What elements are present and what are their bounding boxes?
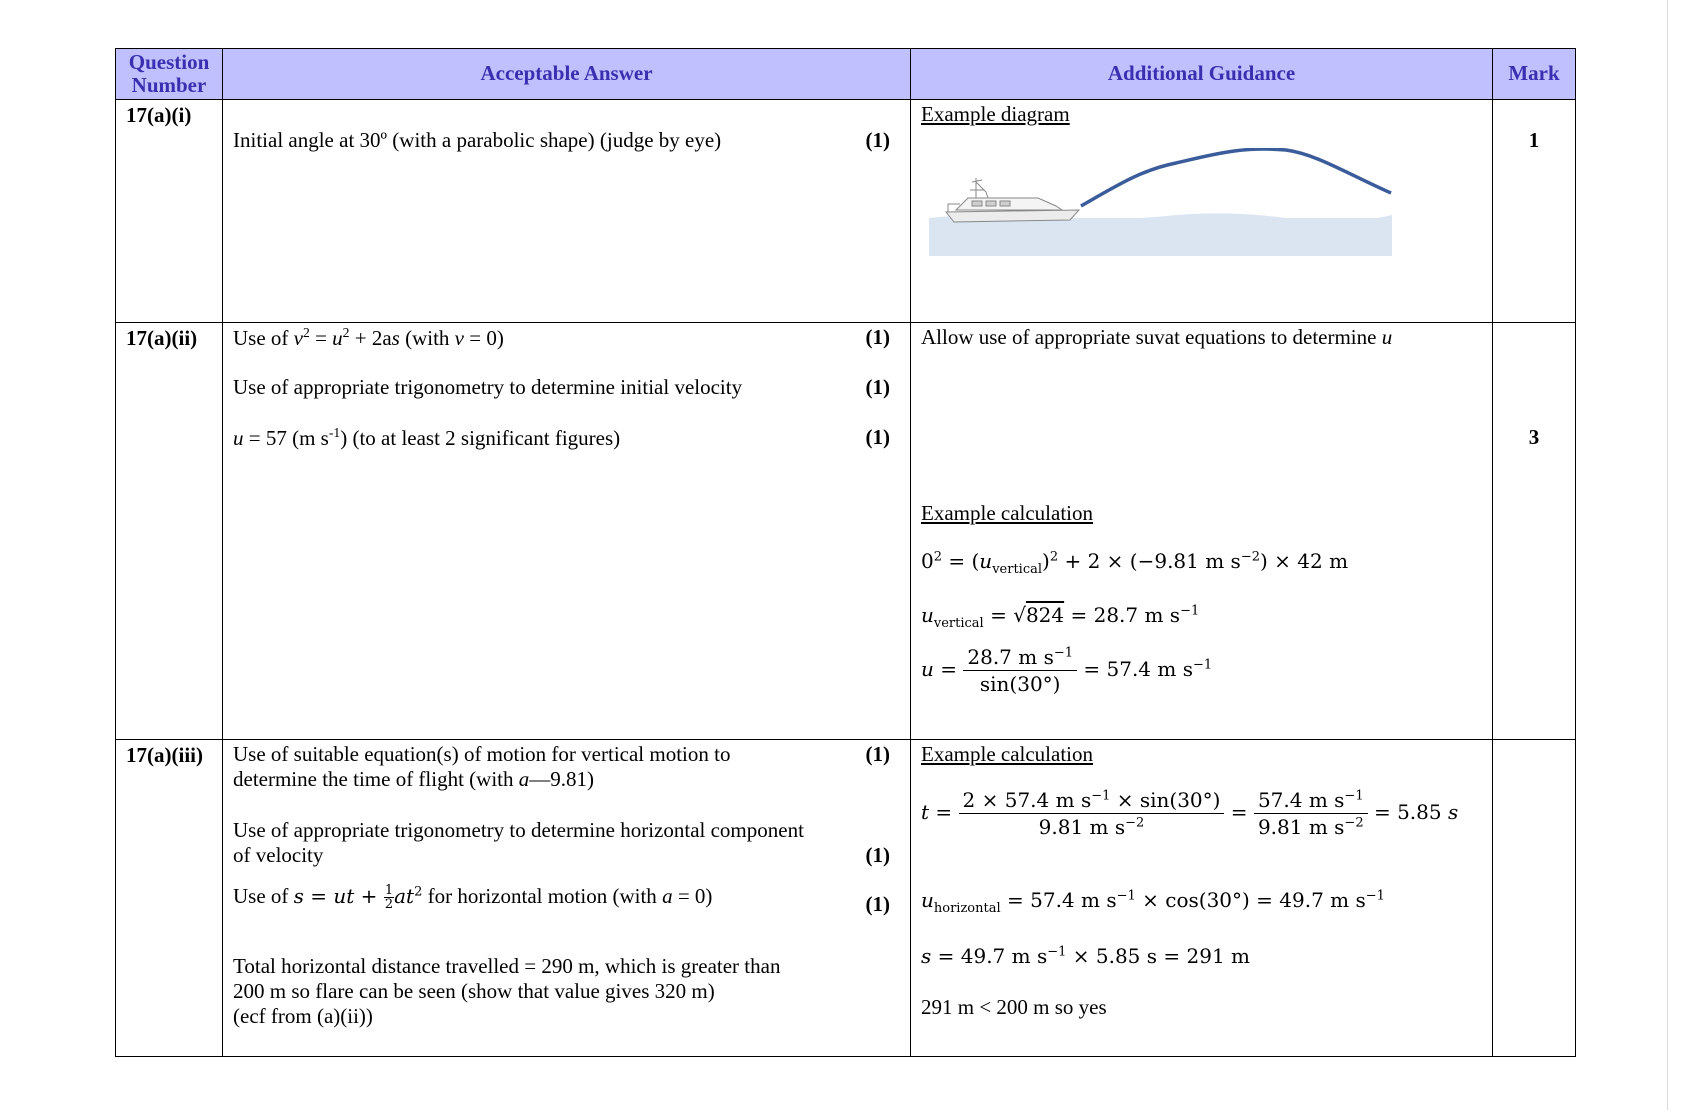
mark-scheme-table	[115, 48, 1576, 1057]
equation-1: $0^2 = (u_{vertical})^2 + 2 \times (-9.81$ m $s^{-2}) \times 42$ m	[921, 549, 1349, 577]
mark-point: (1)	[865, 742, 890, 766]
answer-cell	[223, 323, 911, 740]
header-additional-guidance: Additional Guidance	[911, 49, 1493, 100]
guidance-cell	[911, 740, 1493, 1057]
answer-text: Initial angle at 30º (with a parabolic shape) (judge by eye)	[233, 128, 722, 152]
mark-cell	[1493, 100, 1576, 323]
mark-point: (1)	[865, 843, 890, 867]
flare-trajectory	[1081, 149, 1391, 206]
boat-icon	[946, 178, 1079, 222]
answer-point-1: Use of suitable equation(s) of motion for vertical motion to determine the time of flight (with a—9.81)	[233, 742, 731, 791]
mark-point: (1)	[865, 325, 890, 349]
table-row	[116, 100, 1576, 323]
mark-point: (1)	[865, 128, 890, 152]
question-number-cell: 17(a)(ii)	[116, 323, 223, 740]
horizontal-velocity-equation: $u_{horizontal} = 57.4$ m $s^{-1} \times \cos(30^\circ) = 49.7$ m $s^{-1}$	[921, 888, 1385, 916]
table-row	[116, 323, 1576, 740]
total-mark: 1	[1528, 128, 1540, 152]
time-equation: t = $\frac{2 \times 57.4 m s^{-1} \times \sin(30^\circ)}{9.81 m s^{-2}}$ = $\frac{57.4 m s^{-1}}{9.81 m s^{-2}}$ = 5.85 s	[921, 788, 1459, 839]
header-row	[116, 49, 1576, 100]
question-number-cell: 17(a)(i)	[116, 100, 223, 323]
answer-point-4: Total horizontal distance travelled = 290 m, which is greater than 200 m so flare can be seen (show that value gives 320 m) (ecf from (a)(ii))	[233, 954, 781, 1028]
mark-point: (1)	[865, 375, 890, 399]
distance-equation: s = 49.7 m $s^{-1} \times 5.85$ s = 291 m	[921, 944, 1250, 968]
trajectory-diagram	[926, 148, 1396, 273]
mark-cell	[1493, 323, 1576, 740]
guidance-text: Allow use of appropriate suvat equations to determine u	[921, 325, 1393, 349]
calc-heading: Example calculation	[921, 501, 1094, 525]
guidance-cell	[911, 100, 1493, 323]
mark-point: (1)	[865, 892, 890, 916]
answer-point-3: Use of s = ut + $\frac{1}{2}$ $at^2$ for horizontal motion (with a = 0)	[233, 883, 713, 912]
answer-point-1: Use of $v^2 = u^2 + 2as$ (with v = 0)	[233, 325, 504, 350]
sea-area	[929, 218, 1392, 256]
answer-cell	[223, 100, 911, 323]
header-acceptable-answer: Acceptable Answer	[223, 49, 911, 100]
table-row	[116, 740, 1576, 1057]
guidance-heading: Example diagram	[921, 102, 1070, 126]
calc-heading: Example calculation	[921, 742, 1094, 766]
equation-2: $u_{vertical} = √824 = 28.7$ m $s^{-1}$	[921, 603, 1200, 631]
equation-3: u = $\frac{28.7 m s^{-1}}{\sin(30^\circ)}$ = 57.4 m $s^{-1}$	[921, 645, 1213, 696]
answer-cell	[223, 740, 911, 1057]
header-mark: Mark	[1493, 49, 1576, 100]
answer-point-2: Use of appropriate trigonometry to determine initial velocity	[233, 375, 743, 399]
answer-point-3: u = 57 (m $s^{-1}$) (to at least 2 significant figures)	[233, 425, 621, 450]
mark-cell	[1493, 740, 1576, 1057]
guidance-cell	[911, 323, 1493, 740]
window-scrollbar[interactable]	[1667, 0, 1686, 1110]
question-number-cell: 17(a)(iii)	[116, 740, 223, 1057]
conclusion-text: 291 m < 200 m so yes	[921, 995, 1107, 1019]
answer-point-2: Use of appropriate trigonometry to determine horizontal component of velocity	[233, 818, 804, 867]
mark-point: (1)	[865, 425, 890, 449]
total-mark: 3	[1528, 425, 1540, 449]
header-question-number: Question Number	[116, 49, 223, 100]
